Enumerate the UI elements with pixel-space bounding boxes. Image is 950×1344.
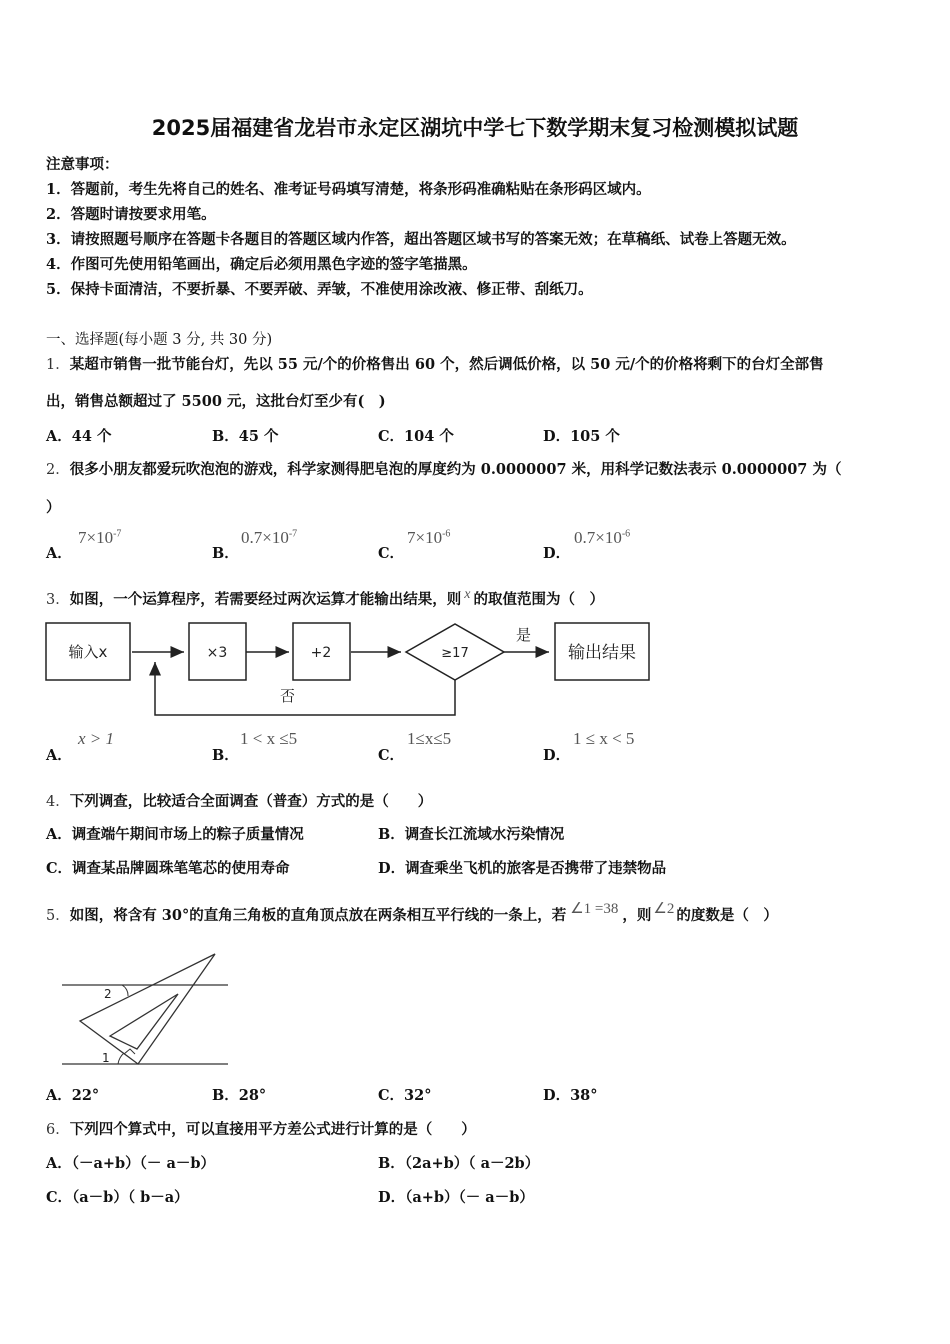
flow-output-label: 输出结果 <box>568 643 636 663</box>
flow-yes-label: 是 <box>516 626 532 644</box>
q3-option-a-value: x > 1 <box>78 729 115 748</box>
q5-option-c: C．32° <box>378 1087 432 1104</box>
q6-stem <box>46 1118 476 1139</box>
q1-line1 <box>46 353 824 374</box>
notice-item-3: 3．请按照题号顺序在答题卡各题目的答题区域内作答，超出答题区域书写的答案无效；在草稿纸、试卷上答题无效。 <box>46 231 796 248</box>
flow-input-label: 输入x <box>68 643 108 661</box>
q5-text-before: 如图，将含有 30°的直角三角板的直角顶点放在两条相互平行线的一条上，若 <box>69 907 567 924</box>
notice-item-2: 2．答题时请按要求用笔。 <box>46 206 216 223</box>
angle1-arc <box>118 1053 124 1064</box>
angle2-label: 2 <box>104 987 112 1001</box>
q2-c-base: 7×10 <box>407 528 443 547</box>
q5-figure <box>58 950 238 1072</box>
flow-condition-label: ≥17 <box>441 646 469 661</box>
notice-heading: 注意事项： <box>46 156 119 173</box>
q5-text-mid: ，则 <box>622 907 652 924</box>
q3-option-d-label: D． <box>543 747 571 764</box>
q6-option-c: C．（a－b）（ b－a） <box>46 1189 189 1206</box>
q4-option-b: B．调查长江流域水污染情况 <box>378 826 565 843</box>
q3-text-before: 如图，一个运算程序，若需要经过两次运算才能输出结果，则 <box>69 591 462 608</box>
q3-option-d-value: 1 ≤ x < 5 <box>573 729 635 748</box>
page-title: 2025届福建省龙岩市永定区湖坑中学七下数学期末复习检测模拟试题 <box>151 116 799 140</box>
notice-item-4: 4．作图可先使用铅笔画出，确定后必须用黑色字迹的签字笔描黑。 <box>46 256 477 273</box>
flow-times3-label: ×3 <box>206 645 228 661</box>
q5-target: ∠2 <box>653 901 675 917</box>
right-angle-mark <box>124 1049 135 1054</box>
q6-option-d: D．（a+b）（－ a－b） <box>378 1189 534 1206</box>
q1-line2: 出，销售总额超过了 5500 元，这批台灯至少有( ) <box>46 393 386 410</box>
q5-number: 5． <box>46 908 70 924</box>
q4-number: 4． <box>46 794 70 810</box>
q3-var: x <box>464 587 471 602</box>
q2-line2: ） <box>46 499 61 516</box>
q2-option-a-value <box>78 528 121 548</box>
flow-plus2-label: +2 <box>310 645 332 661</box>
q2-option-d-value <box>574 528 630 548</box>
q6-number: 6． <box>46 1122 70 1138</box>
q3-stem <box>46 588 604 609</box>
q2-option-d-label: D． <box>543 545 571 562</box>
q2-option-b-label: B． <box>212 545 239 562</box>
q2-c-exp: -6 <box>442 528 451 540</box>
q1-number: 1． <box>46 357 70 373</box>
q2-b-exp: -7 <box>288 528 298 540</box>
q2-a-base: 7×10 <box>78 528 114 547</box>
angle1-label: 1 <box>102 1051 110 1065</box>
q1-option-b: B．45 个 <box>212 428 279 445</box>
q3-text-after: 的取值范围为（ ） <box>473 591 604 608</box>
q4-text: 下列调查，比较适合全面调查（普查）方式的是（ ） <box>69 793 433 810</box>
q3-option-b-label: B． <box>212 747 239 764</box>
notice-item-1: 1．答题前，考生先将自己的姓名、准考证号码填写清楚，将条形码准确粘贴在条形码区域内。 <box>46 181 651 198</box>
q5-option-b: B．28° <box>212 1087 267 1104</box>
q2-option-b-value <box>241 528 297 548</box>
section-heading: 一、选择题(每小题 3 分, 共 30 分) <box>46 332 273 348</box>
angle2-arc <box>122 985 128 996</box>
q5-text-after: 的度数是（ ） <box>676 907 778 924</box>
q1-option-d: D．105 个 <box>543 428 620 445</box>
q6-option-b: B．（2a+b）（ a－2b） <box>378 1155 540 1172</box>
q4-option-d: D．调查乘坐飞机的旅客是否携带了违禁物品 <box>378 860 667 877</box>
q4-option-a: A．调查端午期间市场上的粽子质量情况 <box>46 826 304 843</box>
q2-d-exp: -6 <box>621 528 631 540</box>
q4-stem <box>46 790 432 811</box>
q2-d-base: 0.7×10 <box>574 528 622 547</box>
q3-flowchart <box>40 618 660 722</box>
triangle-outer <box>80 954 215 1064</box>
q5-stem <box>46 901 778 925</box>
q3-option-b-value: 1 < x ≤5 <box>240 729 298 748</box>
q3-option-c-label: C． <box>378 747 405 764</box>
q2-number: 2． <box>46 462 70 478</box>
q5-option-a: A．22° <box>46 1087 100 1104</box>
q6-text: 下列四个算式中，可以直接用平方差公式进行计算的是（ ） <box>69 1121 476 1138</box>
q1-option-c: C．104 个 <box>378 428 454 445</box>
q2-a-exp: -7 <box>113 528 122 540</box>
q5-option-d: D．38° <box>543 1087 598 1104</box>
q2-option-c-value <box>407 528 450 548</box>
flow-no-label: 否 <box>280 687 296 705</box>
notice-item-5: 5．保持卡面清洁，不要折暴、不要弄破、弄皱，不准使用涂改液、修正带、刮纸刀。 <box>46 281 593 298</box>
q2-option-a-label: A． <box>46 545 72 562</box>
q3-option-a-label: A． <box>46 747 72 764</box>
q2-text1: 很多小朋友都爱玩吹泡泡的游戏，科学家测得肥皂泡的厚度约为 0.0000007 米，用科学记数法表示 0.0000007 为（ <box>69 461 842 478</box>
q1-option-a: A．44 个 <box>46 428 112 445</box>
q2-option-c-label: C． <box>378 545 405 562</box>
q4-option-c: C．调查某品牌圆珠笔笔芯的使用寿命 <box>46 860 290 877</box>
q1-text1: 某超市销售一批节能台灯，先以 55 元/个的价格售出 60 个，然后调低价格，以 50 元/个的价格将剩下的台灯全部售 <box>69 356 824 373</box>
q6-option-a: A．（－a+b）（－ a－b） <box>46 1155 216 1172</box>
q3-number: 3． <box>46 592 70 608</box>
q2-b-base: 0.7×10 <box>241 528 289 547</box>
q2-line1 <box>46 458 841 479</box>
q3-option-c-value: 1≤x≤5 <box>407 729 452 748</box>
q5-condition: ∠1 =38 <box>570 901 619 917</box>
